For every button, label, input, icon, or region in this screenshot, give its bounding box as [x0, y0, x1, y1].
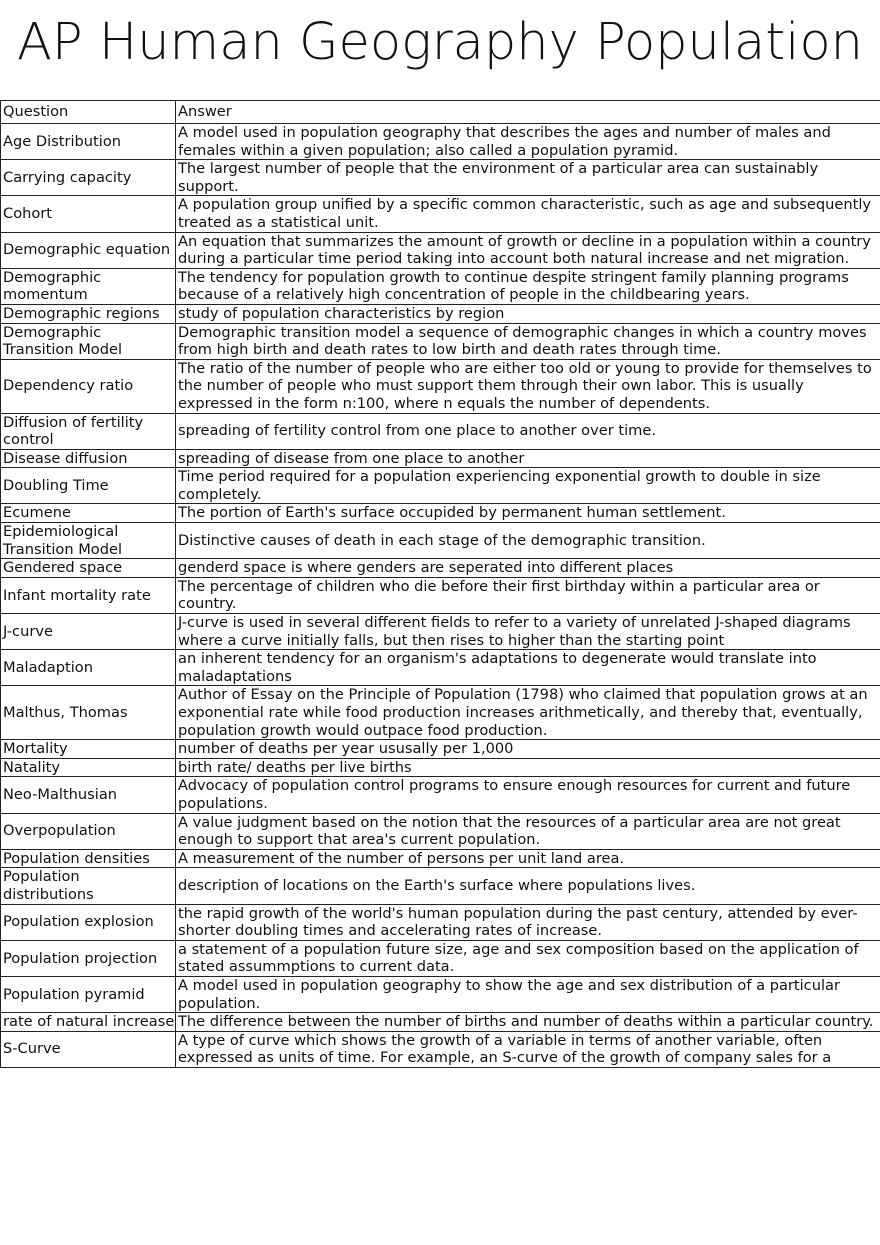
definition-cell: a statement of a population future size, age and sex composition based on the application of stated assummptions to current data.	[176, 940, 880, 976]
table-row	[1, 559, 880, 578]
definition-cell: Demographic transition model a sequence of demographic changes in which a country moves from high birth and death rates to low birth and death rates through time.	[176, 323, 880, 359]
definition-cell: J-curve is used in several different fields to refer to a variety of unrelated J-shaped diagrams where a curve initially falls, but then rises to higher than the starting point	[176, 614, 880, 650]
table-row	[1, 523, 880, 559]
definition-cell: An equation that summarizes the amount of growth or decline in a population within a country during a particular time period taking into account both natural increase and net migration.	[176, 232, 880, 268]
term-cell: Malthus, Thomas	[1, 686, 176, 740]
table-row	[1, 777, 880, 813]
definition-cell: birth rate/ deaths per live births	[176, 758, 880, 777]
table-row	[1, 940, 880, 976]
definition-cell: The percentage of children who die before their first birthday within a particular area or country.	[176, 577, 880, 613]
definition-cell: A model used in population geography to show the age and sex distribution of a particular population.	[176, 976, 880, 1012]
table-row	[1, 813, 880, 849]
definition-cell: spreading of fertility control from one place to another over time.	[176, 413, 880, 449]
term-cell: Neo-Malthusian	[1, 777, 176, 813]
term-cell: Mortality	[1, 740, 176, 759]
term-cell: Diffusion of fertility control	[1, 413, 176, 449]
table-row	[1, 504, 880, 523]
term-cell: Ecumene	[1, 504, 176, 523]
term-cell: Disease diffusion	[1, 449, 176, 468]
glossary-table	[0, 100, 880, 1068]
header-answer: Answer	[176, 101, 880, 124]
glossary-body	[1, 101, 880, 1068]
term-cell: Demographic equation	[1, 232, 176, 268]
term-cell: Population projection	[1, 940, 176, 976]
definition-cell: Advocacy of population control programs to ensure enough resources for current and future populations.	[176, 777, 880, 813]
table-row	[1, 304, 880, 323]
term-cell: Maladaption	[1, 650, 176, 686]
table-row	[1, 449, 880, 468]
table-row	[1, 124, 880, 160]
term-cell: J-curve	[1, 614, 176, 650]
table-row	[1, 232, 880, 268]
table-row	[1, 740, 880, 759]
definition-cell: The largest number of people that the environment of a particular area can sustainably support.	[176, 160, 880, 196]
table-row	[1, 976, 880, 1012]
table-row	[1, 849, 880, 868]
table-row	[1, 904, 880, 940]
table-row	[1, 359, 880, 413]
term-cell: Population distributions	[1, 868, 176, 904]
term-cell: Gendered space	[1, 559, 176, 578]
table-row	[1, 577, 880, 613]
page-title: AP Human Geography Population	[17, 13, 863, 72]
term-cell: Population pyramid	[1, 976, 176, 1012]
definition-cell: description of locations on the Earth's surface where populations lives.	[176, 868, 880, 904]
term-cell: Population explosion	[1, 904, 176, 940]
term-cell: Dependency ratio	[1, 359, 176, 413]
table-row	[1, 160, 880, 196]
term-cell: Cohort	[1, 196, 176, 232]
term-cell: Demographic Transition Model	[1, 323, 176, 359]
table-row	[1, 323, 880, 359]
definition-cell: The difference between the number of births and number of deaths within a particular country.	[176, 1013, 880, 1032]
definition-cell: The portion of Earth's surface occupided by permanent human settlement.	[176, 504, 880, 523]
table-row	[1, 1031, 880, 1067]
definition-cell: A value judgment based on the notion that the resources of a particular area are not great enough to support that area's current population.	[176, 813, 880, 849]
term-cell: Demographic momentum	[1, 268, 176, 304]
definition-cell: A type of curve which shows the growth of a variable in terms of another variable, often expressed as units of time. For example, an S-curve of the growth of company sales for a	[176, 1031, 880, 1067]
table-row	[1, 268, 880, 304]
definition-cell: spreading of disease from one place to another	[176, 449, 880, 468]
table-row	[1, 614, 880, 650]
term-cell: Age Distribution	[1, 124, 176, 160]
term-cell: rate of natural increase	[1, 1013, 176, 1032]
term-cell: Doubling Time	[1, 468, 176, 504]
definition-cell: study of population characteristics by region	[176, 304, 880, 323]
term-cell: Natality	[1, 758, 176, 777]
definition-cell: Distinctive causes of death in each stage of the demographic transition.	[176, 523, 880, 559]
term-cell: S-Curve	[1, 1031, 176, 1067]
table-row	[1, 758, 880, 777]
definition-cell: The ratio of the number of people who are either too old or young to provide for themselves to the number of people who must support them through their own labor. This is usually expressed in the form n:100, where n equals the number of dependents.	[176, 359, 880, 413]
table-row	[1, 413, 880, 449]
table-row	[1, 686, 880, 740]
term-cell: Overpopulation	[1, 813, 176, 849]
definition-cell: Time period required for a population experiencing exponential growth to double in size completely.	[176, 468, 880, 504]
term-cell: Carrying capacity	[1, 160, 176, 196]
table-row	[1, 868, 880, 904]
term-cell: Population densities	[1, 849, 176, 868]
definition-cell: number of deaths per year ususally per 1,000	[176, 740, 880, 759]
term-cell: Demographic regions	[1, 304, 176, 323]
definition-cell: the rapid growth of the world's human population during the past century, attended by ever-shorter doubling times and accelerating rates of increase.	[176, 904, 880, 940]
definition-cell: Author of Essay on the Principle of Population (1798) who claimed that population grows at an exponential rate while food production increases arithmetically, and thereby that, eventually, population growth would outpace food production.	[176, 686, 880, 740]
table-header-row	[1, 101, 880, 124]
definition-cell: The tendency for population growth to continue despite stringent family planning programs because of a relatively high concentration of people in the childbearing years.	[176, 268, 880, 304]
table-row	[1, 468, 880, 504]
term-cell: Epidemiological Transition Model	[1, 523, 176, 559]
definition-cell: genderd space is where genders are seperated into different places	[176, 559, 880, 578]
table-row	[1, 650, 880, 686]
table-row	[1, 196, 880, 232]
table-row	[1, 1013, 880, 1032]
definition-cell: A model used in population geography that describes the ages and number of males and females within a given population; also called a population pyramid.	[176, 124, 880, 160]
definition-cell: an inherent tendency for an organism's adaptations to degenerate would translate into maladaptations	[176, 650, 880, 686]
header-question: Question	[1, 101, 176, 124]
definition-cell: A measurement of the number of persons per unit land area.	[176, 849, 880, 868]
definition-cell: A population group unified by a specific common characteristic, such as age and subsequently treated as a statistical unit.	[176, 196, 880, 232]
term-cell: Infant mortality rate	[1, 577, 176, 613]
